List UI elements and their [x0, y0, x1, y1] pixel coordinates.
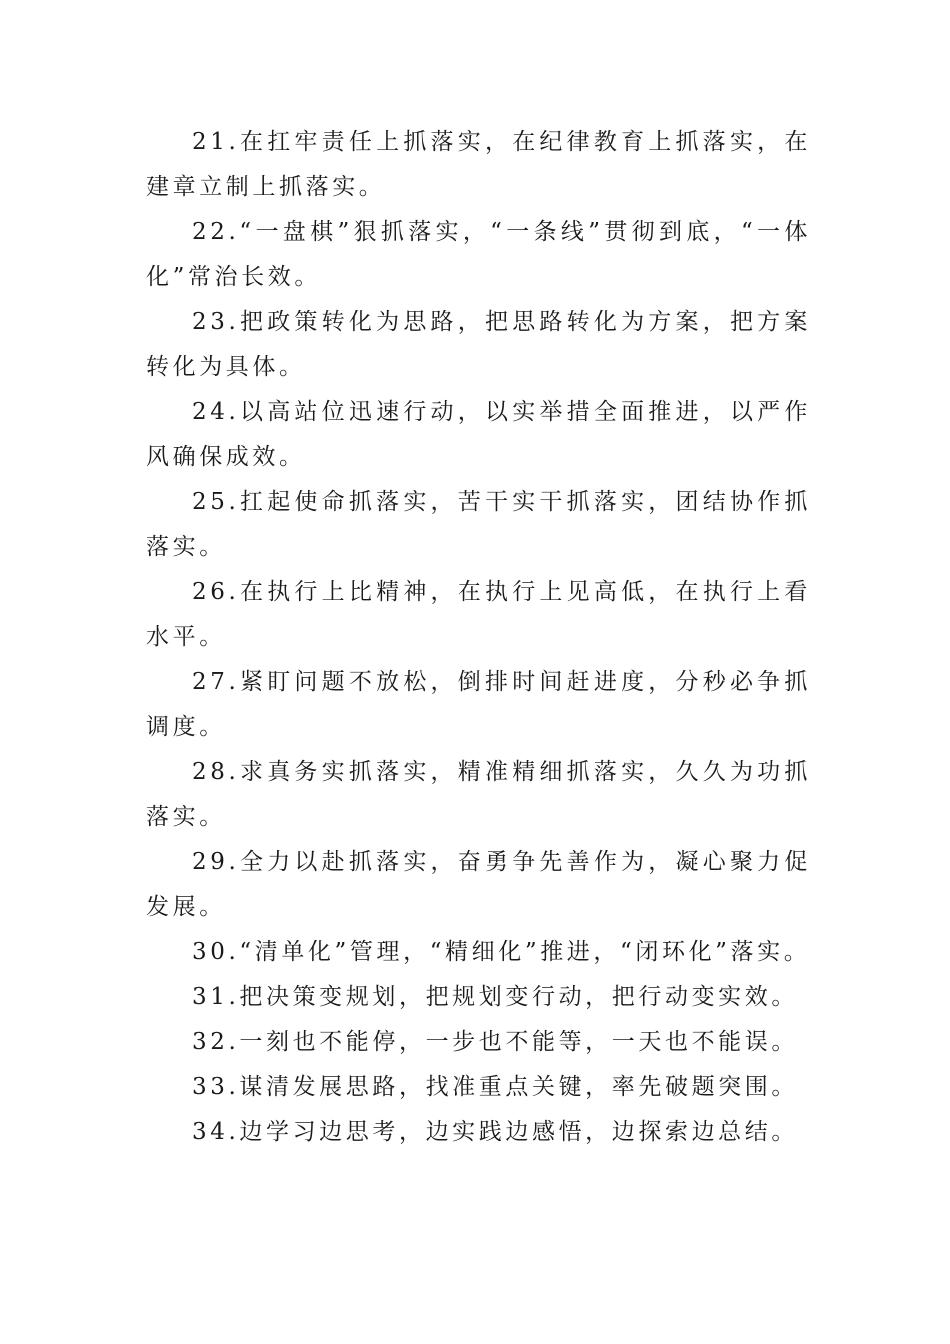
list-item: 27.紧盯问题不放松，倒排时间赶进度，分秒必争抓调度。 — [146, 669, 811, 740]
list-item: 22.“一盘棋”狠抓落实，“一条线”贯彻到底，“一体化”常治长效。 — [146, 219, 811, 290]
list-item: 28.求真务实抓落实，精准精细抓落实，久久为功抓落实。 — [146, 759, 811, 830]
list-item: 31.把决策变规划，把规划变行动，把行动变实效。 — [192, 984, 798, 1010]
list-item: 23.把政策转化为思路，把思路转化为方案，把方案转化为具体。 — [146, 309, 811, 380]
list-item: 25.扛起使命抓落实，苦干实干抓落实，团结协作抓落实。 — [146, 489, 811, 560]
list-item: 33.谋清发展思路，找准重点关键，率先破题突围。 — [192, 1074, 798, 1100]
document-body — [146, 120, 811, 1155]
list-item: 32.一刻也不能停，一步也不能等，一天也不能误。 — [192, 1029, 798, 1055]
list-item: 30.“清单化”管理，“精细化”推进，“闭环化”落实。 — [192, 939, 811, 965]
list-item: 26.在执行上比精神，在执行上见高低，在执行上看水平。 — [146, 579, 811, 650]
list-item: 34.边学习边思考，边实践边感悟，边探索边总结。 — [192, 1119, 798, 1145]
list-item: 24.以高站位迅速行动，以实举措全面推进，以严作风确保成效。 — [146, 399, 811, 470]
list-item: 21.在扛牢责任上抓落实，在纪律教育上抓落实，在建章立制上抓落实。 — [146, 129, 811, 200]
list-item: 29.全力以赴抓落实，奋勇争先善作为，凝心聚力促发展。 — [146, 849, 811, 920]
